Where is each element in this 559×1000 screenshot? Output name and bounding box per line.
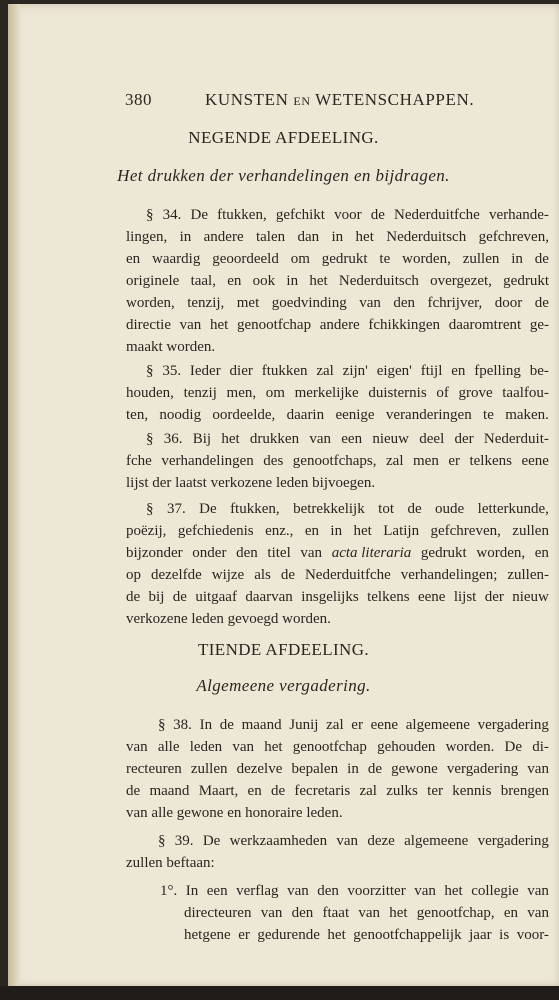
text-line: de bij de uitgaaf daarvan insgelijks telkens eene lijst der nieuw bbox=[126, 589, 549, 605]
text-line: bijzonder onder den titel van acta literaria gedrukt worden, en bbox=[126, 545, 549, 561]
text-line: recteuren zullen dezelve bepalen in de gewone vergadering van bbox=[126, 761, 549, 777]
text-line: originele taal, en ook in het Nederduitsch overgezet, gedrukt bbox=[126, 273, 549, 289]
running-head-word-2: EN bbox=[293, 94, 311, 108]
text-line: worden, tenzij, met goedvinding van den fchrijver, door de bbox=[126, 295, 549, 311]
text-line: lijst der laatst verkozene leden bijvoegen. bbox=[126, 475, 376, 491]
running-head bbox=[205, 90, 474, 110]
text-line: § 39. De werkzaamheden van deze algemeene vergadering bbox=[158, 833, 549, 849]
section-9-title: NEGENDE AFDEELING. bbox=[188, 128, 379, 147]
text-line: de maand Maart, en de fecretaris zal zulks ter kennis brengen bbox=[126, 783, 549, 799]
text-line: zullen beftaan: bbox=[126, 855, 215, 871]
text-line: lingen, in andere talen dan in het Nederduitsch gefchreven, bbox=[126, 229, 549, 245]
text-line: en waardig geoordeeld om gedrukt te worden, zullen in de bbox=[126, 251, 549, 267]
text-line: directeuren van den ftaat van het genootfchap, en van bbox=[184, 905, 549, 921]
text-line: maakt worden. bbox=[126, 339, 216, 355]
text-line: poëzij, gefchiedenis enz., en in het Latijn gefchreven, zullen bbox=[126, 523, 549, 539]
text-line: § 34. De ftukken, gefchikt voor de Nederduitfche verhande- bbox=[146, 207, 549, 223]
text-line: houden, tenzij men, om merkelijke duisternis of grove taalfou- bbox=[126, 385, 549, 401]
text-line: 1°. In een verflag van den voorzitter van het collegie van bbox=[160, 883, 549, 899]
text-line: van alle leden van het genootfchap gehouden worden. De di- bbox=[126, 739, 549, 755]
text-line: fche verhandelingen des genootfchaps, zal men er telkens eene bbox=[126, 453, 549, 469]
page-text bbox=[8, 4, 559, 990]
text-line: § 36. Bij het drukken van een nieuw deel der Nederduit- bbox=[146, 431, 549, 447]
running-head-word-3: WETENSCHAPPEN. bbox=[315, 90, 475, 109]
text-line: ten, noodig oordeelde, daarin eenige veranderingen te maken. bbox=[126, 407, 549, 423]
text-line: van alle gewone en honoraire leden. bbox=[126, 805, 343, 821]
text-line: § 37. De ftukken, betrekkelijk tot de oude letterkunde, bbox=[146, 501, 549, 517]
scan-bottom-edge bbox=[0, 986, 559, 1000]
running-header bbox=[125, 90, 485, 110]
section-9-subtitle: Het drukken der verhandelingen en bijdragen. bbox=[117, 166, 450, 185]
text-line: § 38. In de maand Junij zal er eene algemeene vergadering bbox=[158, 717, 549, 733]
running-head-word-1: KUNSTEN bbox=[205, 90, 289, 109]
book-page bbox=[8, 4, 559, 990]
text-line: hetgene er gedurende het genootfchappelijk jaar is voor- bbox=[184, 927, 549, 943]
text-line: directie van het genootfchap andere fchikkingen daaromtrent ge- bbox=[126, 317, 549, 333]
text-line: verkozene leden gevoegd worden. bbox=[126, 611, 331, 627]
section-10-subtitle: Algemeene vergadering. bbox=[196, 676, 371, 695]
text-line: op dezelfde wijze als de Nederduitfche verhandelingen; zullen- bbox=[126, 567, 549, 583]
text-line: § 35. Ieder dier ftukken zal zijn' eigen' ftijl en fpelling be- bbox=[146, 363, 549, 379]
section-10-title: TIENDE AFDEELING. bbox=[197, 640, 370, 659]
page-number: 380 bbox=[125, 90, 152, 109]
